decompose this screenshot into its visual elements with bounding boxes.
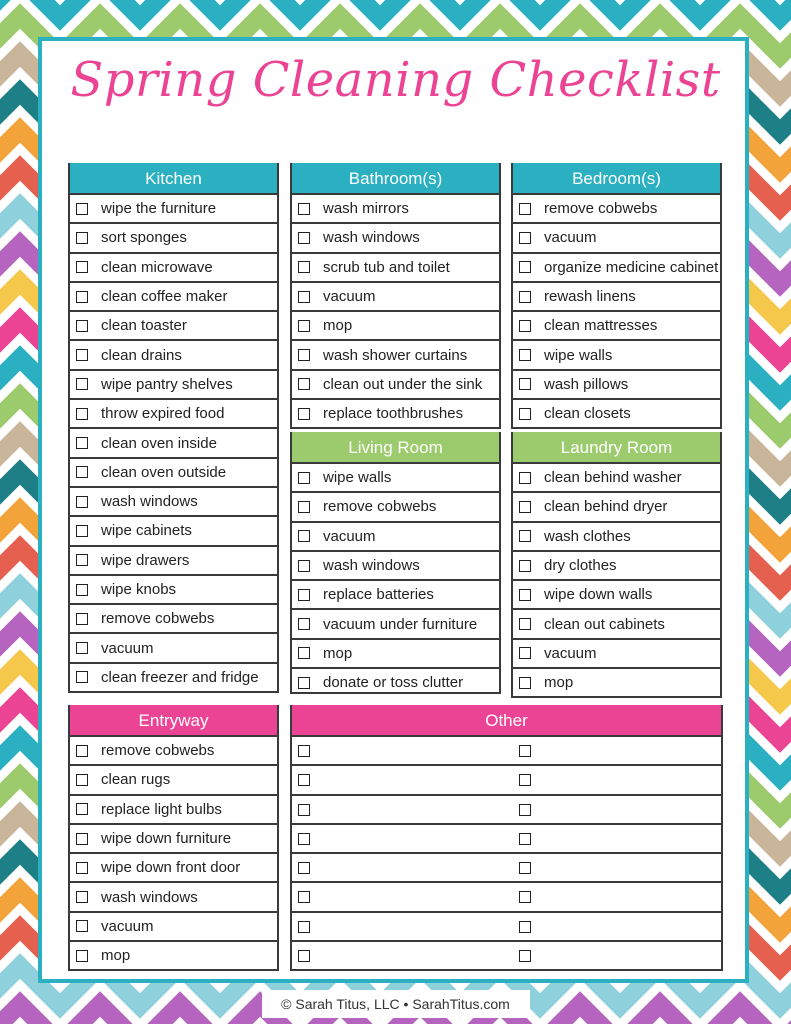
checklist-item-label: vacuum <box>544 229 597 247</box>
checkbox[interactable] <box>298 618 310 630</box>
checkbox[interactable] <box>519 833 531 845</box>
checklist-item-label: replace light bulbs <box>101 800 222 818</box>
checkbox[interactable] <box>298 891 310 903</box>
checklist-item <box>70 193 277 222</box>
other-header: Other <box>292 705 721 735</box>
checkbox[interactable] <box>76 291 88 303</box>
checkbox[interactable] <box>76 613 88 625</box>
checkbox[interactable] <box>76 525 88 537</box>
checklist-item <box>70 486 277 515</box>
checklist-item <box>70 339 277 368</box>
checkbox[interactable] <box>519 647 531 659</box>
checklist-item-label: mop <box>323 644 353 662</box>
checkbox[interactable] <box>76 378 88 390</box>
other-blank-row <box>292 823 721 852</box>
checkbox[interactable] <box>298 862 310 874</box>
kitchen-header: Kitchen <box>70 163 277 193</box>
checkbox[interactable] <box>76 920 88 932</box>
checklist-item <box>70 574 277 603</box>
checklist-item-label: clean closets <box>544 405 631 423</box>
checklist-item-label: vacuum <box>101 917 154 935</box>
checklist-item-label: clean out cabinets <box>544 615 665 633</box>
checklist-item <box>70 911 277 940</box>
checklist-item-label: sort sponges <box>101 229 187 247</box>
other-blank-row <box>292 852 721 881</box>
checklist-item <box>292 222 499 251</box>
checklist-item <box>513 281 720 310</box>
checkbox[interactable] <box>298 501 310 513</box>
checklist-item <box>70 545 277 574</box>
checklist-item <box>292 638 499 667</box>
checkbox[interactable] <box>298 677 310 689</box>
checkbox[interactable] <box>298 349 310 361</box>
checkbox[interactable] <box>298 950 310 962</box>
checkbox[interactable] <box>519 950 531 962</box>
checklist-item-label: vacuum <box>544 644 597 662</box>
laundry-room-header: Laundry Room <box>513 432 720 462</box>
checklist-item-label: wipe down front door <box>101 859 241 877</box>
checklist-item-label: clean behind dryer <box>544 498 668 516</box>
checklist-item <box>292 667 499 696</box>
checkbox[interactable] <box>519 203 531 215</box>
checkbox[interactable] <box>76 496 88 508</box>
checklist-item-label: wash clothes <box>544 527 631 545</box>
checklist-item <box>292 398 499 427</box>
checkbox[interactable] <box>76 803 88 815</box>
other-section <box>290 705 723 971</box>
checklist-item-label: mop <box>323 317 353 335</box>
checklist-item <box>513 193 720 222</box>
checkbox[interactable] <box>519 862 531 874</box>
checklist-item-label: wash shower curtains <box>323 346 468 364</box>
checklist-item <box>513 550 720 579</box>
chevron-stripe <box>0 0 791 18</box>
checklist-item-label: wipe walls <box>323 469 392 487</box>
checkbox[interactable] <box>298 203 310 215</box>
checklist-item <box>70 632 277 661</box>
checkbox[interactable] <box>519 921 531 933</box>
checklist-item <box>70 662 277 691</box>
checkbox[interactable] <box>76 203 88 215</box>
checklist-item-label: wipe knobs <box>101 581 177 598</box>
checkbox[interactable] <box>298 232 310 244</box>
checklist-item-label: rewash linens <box>544 288 636 306</box>
checklist-item-label: clean drains <box>101 346 182 364</box>
checklist-item <box>70 881 277 910</box>
checkbox[interactable] <box>519 589 531 601</box>
checklist-item <box>513 521 720 550</box>
checkbox[interactable] <box>298 408 310 420</box>
checklist-item <box>70 735 277 764</box>
checklist-item <box>292 369 499 398</box>
kitchen-section <box>68 163 279 693</box>
checklist-item-label: clean oven outside <box>101 463 227 481</box>
checkbox[interactable] <box>298 804 310 816</box>
checkbox[interactable] <box>76 261 88 273</box>
checklist-item <box>70 369 277 398</box>
checklist-item <box>513 310 720 339</box>
checklist-item <box>292 608 499 637</box>
checklist-item <box>70 764 277 793</box>
checklist-item-label: clean rugs <box>101 771 171 789</box>
checklist-item <box>70 252 277 281</box>
checklist-item <box>70 515 277 544</box>
checkbox[interactable] <box>76 642 88 654</box>
checkbox[interactable] <box>519 745 531 757</box>
checkbox[interactable] <box>76 891 88 903</box>
checklist-item-label: organize medicine cabinet <box>544 258 719 276</box>
living-room-section <box>290 432 501 694</box>
checklist-item <box>70 398 277 427</box>
living-room-header: Living Room <box>292 432 499 462</box>
checkbox[interactable] <box>76 466 88 478</box>
bedroom-section <box>511 163 722 429</box>
checklist-item <box>70 281 277 310</box>
checklist-item-label: mop <box>101 947 131 965</box>
checklist-item-label: clean mattresses <box>544 317 658 335</box>
checklist-item <box>513 491 720 520</box>
checkbox[interactable] <box>298 530 310 542</box>
checkbox[interactable] <box>519 774 531 786</box>
checklist-item-label: wash windows <box>323 557 420 575</box>
laundry-room-section <box>511 432 722 698</box>
checkbox[interactable] <box>298 560 310 572</box>
checklist-item-label: wipe the furniture <box>101 200 217 218</box>
checklist-item-label: wipe down walls <box>544 586 653 604</box>
checkbox[interactable] <box>76 349 88 361</box>
checkbox[interactable] <box>76 745 88 757</box>
checkbox[interactable] <box>76 320 88 332</box>
checkbox[interactable] <box>76 833 88 845</box>
checkbox[interactable] <box>298 378 310 390</box>
checkbox[interactable] <box>76 862 88 874</box>
checklist-item-label: wipe walls <box>544 346 613 364</box>
checklist-item-label: wipe drawers <box>101 551 190 569</box>
other-blank-row <box>292 794 721 823</box>
checkbox[interactable] <box>298 291 310 303</box>
checklist-item-label: wipe pantry shelves <box>101 375 233 393</box>
checklist-item-label: replace batteries <box>323 586 434 604</box>
bathroom-section <box>290 163 501 429</box>
checkbox[interactable] <box>519 320 531 332</box>
checklist-item-label: clean freezer and fridge <box>101 668 259 686</box>
page-title: Spring Cleaning Checklist <box>70 52 721 108</box>
checkbox[interactable] <box>298 261 310 273</box>
checklist-item <box>70 794 277 823</box>
checklist-item <box>292 521 499 550</box>
checklist-item <box>292 281 499 310</box>
checklist-item <box>292 462 499 491</box>
checkbox[interactable] <box>519 677 531 689</box>
checkbox[interactable] <box>298 921 310 933</box>
entryway-section <box>68 705 279 971</box>
checklist-item <box>513 462 720 491</box>
checkbox[interactable] <box>298 745 310 757</box>
checklist-item-label: wash pillows <box>544 375 629 393</box>
checklist-item <box>292 310 499 339</box>
checklist-item <box>70 852 277 881</box>
checklist-item-label: vacuum under furniture <box>323 615 478 633</box>
checklist-item-label: remove cobwebs <box>101 742 215 760</box>
checkbox[interactable] <box>519 891 531 903</box>
entryway-header: Entryway <box>70 705 277 735</box>
checklist-item-label: remove cobwebs <box>101 610 215 628</box>
checkbox[interactable] <box>298 589 310 601</box>
checklist-item-label: wipe cabinets <box>101 522 192 540</box>
checkbox[interactable] <box>298 320 310 332</box>
checkbox[interactable] <box>76 437 88 449</box>
checklist-item-label: dry clothes <box>544 557 617 575</box>
checklist-item-label: mop <box>544 674 574 692</box>
checkbox[interactable] <box>519 349 531 361</box>
checkbox[interactable] <box>298 472 310 484</box>
other-blank-row <box>292 881 721 910</box>
checkbox[interactable] <box>519 378 531 390</box>
checklist-item <box>292 550 499 579</box>
checklist-item <box>513 252 720 281</box>
footer-copyright: © Sarah Titus, LLC • SarahTitus.com <box>281 996 510 1012</box>
checklist-item <box>70 427 277 456</box>
checkbox[interactable] <box>519 291 531 303</box>
checklist-item <box>513 608 720 637</box>
checklist-item <box>70 603 277 632</box>
checklist-item <box>292 491 499 520</box>
checklist-item <box>513 398 720 427</box>
checklist-item-label: remove cobwebs <box>544 200 658 218</box>
checkbox[interactable] <box>519 501 531 513</box>
checklist-item <box>70 222 277 251</box>
checkbox[interactable] <box>76 408 88 420</box>
checkbox[interactable] <box>519 472 531 484</box>
checklist-item <box>292 193 499 222</box>
checkbox[interactable] <box>76 950 88 962</box>
checklist-item-label: wash windows <box>323 229 420 247</box>
checklist-item-label: wash windows <box>101 888 198 906</box>
checklist-item <box>513 369 720 398</box>
checkbox[interactable] <box>76 232 88 244</box>
checkbox[interactable] <box>76 584 88 596</box>
checkbox[interactable] <box>519 618 531 630</box>
checkbox[interactable] <box>298 774 310 786</box>
other-blank-row <box>292 735 721 764</box>
other-blank-row <box>292 764 721 793</box>
checklist-item-label: vacuum <box>323 527 376 545</box>
checklist-item <box>70 823 277 852</box>
checklist-item-label: wash mirrors <box>323 200 409 218</box>
checklist-item-label: vacuum <box>101 639 154 657</box>
checkbox[interactable] <box>76 671 88 683</box>
checklist-item-label: clean oven inside <box>101 434 217 452</box>
checklist-item <box>292 579 499 608</box>
checkbox[interactable] <box>298 833 310 845</box>
checklist-item-label: vacuum <box>323 288 376 306</box>
checklist-item <box>70 310 277 339</box>
checklist-item-label: clean toaster <box>101 317 187 335</box>
checklist-item <box>292 252 499 281</box>
checklist-item-label: clean behind washer <box>544 469 682 487</box>
checklist-item-label: replace toothbrushes <box>323 405 464 423</box>
checkbox[interactable] <box>519 530 531 542</box>
checklist-item <box>513 339 720 368</box>
checklist-item <box>70 940 277 969</box>
checkbox[interactable] <box>298 647 310 659</box>
checklist-item <box>513 667 720 696</box>
bedroom-header: Bedroom(s) <box>513 163 720 193</box>
checkbox[interactable] <box>519 560 531 572</box>
checklist-item <box>513 638 720 667</box>
checklist-item <box>513 222 720 251</box>
checklist-item <box>70 457 277 486</box>
checklist-item-label: scrub tub and toilet <box>323 258 450 276</box>
checkbox[interactable] <box>519 804 531 816</box>
other-blank-row <box>292 940 721 969</box>
checklist-item-label: wash windows <box>101 493 198 511</box>
checkbox[interactable] <box>519 408 531 420</box>
other-blank-row <box>292 911 721 940</box>
checkbox[interactable] <box>76 554 88 566</box>
checklist-item <box>513 579 720 608</box>
checkbox[interactable] <box>519 232 531 244</box>
checkbox[interactable] <box>519 261 531 273</box>
checklist-item-label: wipe down furniture <box>101 830 232 848</box>
checkbox[interactable] <box>76 774 88 786</box>
checklist-item-label: clean microwave <box>101 258 213 276</box>
checklist-item-label: clean coffee maker <box>101 288 228 306</box>
bathroom-header: Bathroom(s) <box>292 163 499 193</box>
checklist-item-label: remove cobwebs <box>323 498 437 516</box>
checklist-item-label: clean out under the sink <box>323 375 483 393</box>
checklist-item <box>292 339 499 368</box>
checklist-item-label: donate or toss clutter <box>323 674 464 692</box>
checklist-item-label: throw expired food <box>101 405 225 423</box>
